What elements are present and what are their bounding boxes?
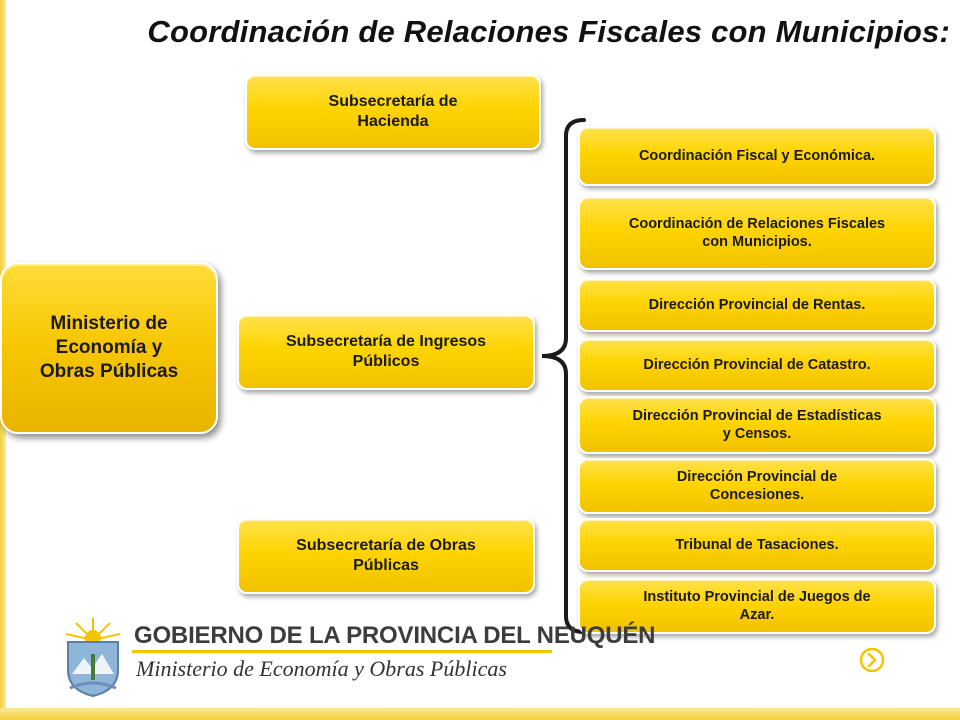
direccion-box [578, 338, 936, 392]
direccion-box [578, 518, 936, 572]
bottom-frame-border [0, 708, 960, 720]
subsecretaria-line-1: Subsecretaría de [328, 93, 458, 110]
subsecretaria-line-1: Subsecretaría de Obras [296, 537, 476, 554]
direccion-box [578, 196, 936, 270]
subsecretaria-line-2: Públicos [352, 353, 420, 370]
direccion-line-2: Azar. [739, 607, 775, 623]
direccion-line-2: Concesiones. [709, 487, 805, 503]
government-name: GOBIERNO DE LA PROVINCIA DEL NEUQUÉN [134, 622, 656, 649]
direccion-box [578, 396, 936, 454]
direccion-line-1: Dirección Provincial de Rentas. [648, 296, 866, 313]
ministry-line-2: Economía y [55, 337, 163, 359]
direccion-line-1: Tribunal de Tasaciones. [675, 536, 839, 553]
page-title: Coordinación de Relaciones Fiscales con Municipios: [147, 14, 950, 49]
neuquen-coat-of-arms-icon [58, 614, 128, 698]
next-slide-arrow-icon[interactable] [858, 646, 886, 674]
ministry-line-3: Obras Públicas [39, 360, 179, 382]
direccion-line-1: Dirección Provincial de Catastro. [643, 356, 871, 373]
direccion-line-2: y Censos. [722, 426, 792, 442]
subsecretaria-line-2: Hacienda [357, 113, 429, 130]
direccion-line-1: Dirección Provincial de Estadísticas [632, 407, 882, 424]
subsecretaria-hacienda-box [245, 74, 541, 150]
subsecretaria-obras-box [237, 518, 535, 594]
subsecretaria-ingresos-box [237, 314, 535, 390]
ministry-box [0, 262, 218, 434]
direccion-line-1: Coordinación de Relaciones Fiscales [628, 215, 886, 232]
ministry-line-1: Ministerio de [50, 313, 168, 335]
direccion-line-2: con Municipios. [702, 234, 812, 250]
logo-divider [132, 650, 552, 653]
direccion-box [578, 458, 936, 514]
direccion-line-1: Dirección Provincial de [676, 468, 838, 485]
ministry-signature: Ministerio de Economía y Obras Públicas [136, 656, 507, 681]
subsecretaria-line-1: Subsecretaría de Ingresos [285, 333, 487, 350]
direccion-box [578, 126, 936, 186]
subsecretaria-line-2: Públicas [353, 557, 419, 574]
direccion-line-1: Instituto Provincial de Juegos de [643, 588, 871, 605]
direccion-line-1: Coordinación Fiscal y Económica. [638, 147, 876, 164]
direccion-box [578, 278, 936, 332]
